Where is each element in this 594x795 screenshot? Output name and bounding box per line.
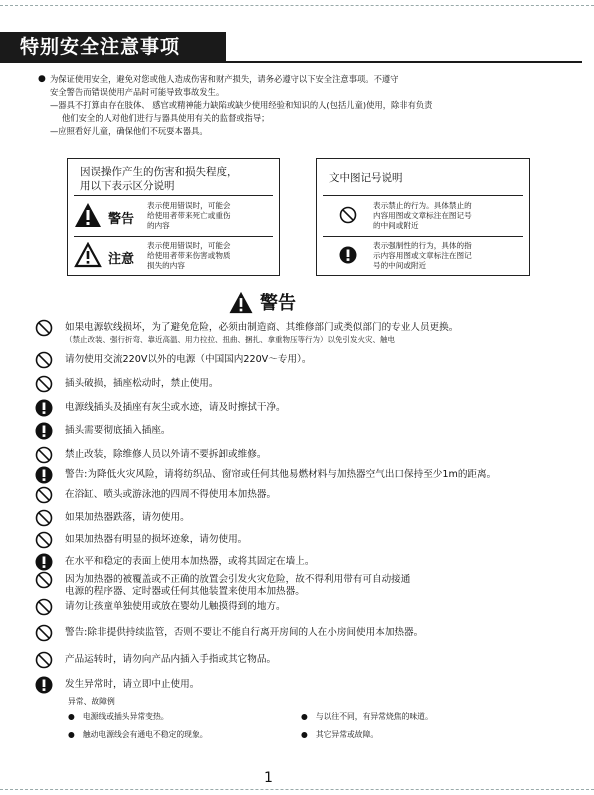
prohibition-icon — [35, 651, 53, 669]
warning-item-text: 警告:除非提供持续监管，否则不要让不能自行离开房间的人在小房间使用本加热器。 — [65, 627, 424, 638]
intro-line-3: —器具不打算由存在肢体、 感官或精神能力缺陷或缺少使用经验和知识的人(包括儿童)使用，除非有负责 — [50, 100, 433, 110]
bullet-icon: ● — [68, 730, 75, 739]
warning-item — [35, 466, 496, 484]
prohibition-icon — [35, 446, 53, 464]
intro-line-1: 为保证使用安全，避免对您或他人造成伤害和财产损失，请务必遵守以下安全注意事项。不遵守 — [50, 74, 399, 84]
prohibition-icon — [35, 624, 53, 642]
severity-legend-box — [67, 158, 280, 276]
prohibition-icon — [339, 206, 357, 224]
mandatory-icon — [35, 553, 53, 571]
prohibition-icon — [35, 509, 53, 527]
intro-line-5: —应照看好儿童，确保他们不玩耍本器具。 — [50, 126, 208, 136]
mandatory-icon — [339, 246, 357, 264]
symbol-legend-heading: 文中图记号说明 — [329, 172, 403, 184]
prohibition-icon — [35, 319, 53, 337]
warning-section-label: 警告 — [260, 293, 296, 314]
warning-item-text: 因为加热器的被覆盖或不正确的放置会引发火灾危险，故不得利用带有可自动接通 电源的程序器、定时器或任何其他装置来使用本加热器。 — [65, 574, 411, 597]
warning-item — [35, 624, 423, 642]
prohibition-icon — [35, 598, 53, 616]
mandatory-description: 表示强制性的行为，具体的指 示内容用图或文章标注在图记 号的中间或附近 — [373, 241, 472, 270]
bottom-dashed-border — [0, 789, 594, 790]
warning-triangle-icon — [74, 202, 102, 228]
symbol-legend-box — [316, 158, 530, 276]
warning-item — [35, 598, 286, 616]
warning-item-note: （禁止改装、强行折弯、靠近高温、用力拉拉、扭曲、捆扎、拿重物压等行为）以免引发火灾、触电 — [65, 335, 395, 344]
mandatory-icon — [35, 399, 53, 417]
prohibition-description: 表示禁止的行为。具体禁止的 内容用图或文章标注在图记号 的中间或附近 — [373, 201, 472, 230]
page-number: 1 — [264, 770, 273, 786]
prohibition-icon — [35, 375, 53, 393]
warning-item — [35, 531, 247, 549]
warning-item — [35, 399, 286, 417]
warning-item-text: 请勿让孩童单独使用或放在婴幼儿触摸得到的地方。 — [65, 601, 286, 612]
warning-item-text: 在浴缸、喷头或游泳池的四周不得使用本加热器。 — [65, 489, 277, 500]
legend-row-prohibition — [317, 197, 529, 235]
warning-item-text: 插头需要彻底插入插座。 — [65, 425, 171, 436]
warning-label: 警告 — [108, 212, 135, 227]
warning-item — [35, 553, 314, 571]
divider — [323, 195, 523, 196]
caution-description: 表示使用错误时，可能会 给使用者带来伤害或物质 损失的内容 — [147, 241, 231, 270]
top-dashed-border — [0, 5, 594, 6]
warning-item-text: 在水平和稳定的表面上使用本加热器，或将其固定在墙上。 — [65, 556, 315, 567]
warning-item-text: 请勿使用交流220V以外的电源（中国国内220V～专用）。 — [65, 354, 312, 365]
warning-item-text: 发生异常时，请立即中止使用。 — [65, 679, 200, 690]
warning-item — [35, 509, 190, 527]
abnormal-example: ● 其它异常或故障。 — [301, 730, 379, 739]
prohibition-icon — [35, 531, 53, 549]
warning-item — [35, 676, 199, 694]
divider — [74, 195, 273, 196]
prohibition-icon — [35, 571, 53, 589]
warning-item-text: 如果加热器跌落，请勿使用。 — [65, 512, 190, 523]
bullet-icon: ● — [301, 712, 308, 721]
bullet-icon: ● — [68, 712, 75, 721]
abnormal-example: ● 触动电源线会有通电不稳定的现象。 — [68, 730, 208, 739]
warning-item-text: 禁止改装，除维修人员以外请不要拆卸或维修。 — [65, 449, 267, 460]
warning-item-text: 如果电源软线损坏，为了避免危险，必须由制造商、其维修部门或类似部门的专业人员更换。 （禁止改装、强行折弯、靠近高温、用力拉拉、扭曲、捆扎、拿重物压等行为）以免引发火灾、触电 — [65, 322, 459, 344]
warning-description: 表示使用错误时，可能会 给使用者带来死亡或重伤 的内容 — [147, 201, 231, 230]
warning-item-text: 电源线插头及插座有灰尘或水迹，请及时擦拭干净。 — [65, 402, 286, 413]
warning-item — [35, 651, 276, 669]
warning-item-text: 插头破损，插座松动时，禁止使用。 — [65, 378, 219, 389]
legend-row-mandatory — [317, 237, 529, 275]
bullet-icon: ● — [301, 730, 308, 739]
legend-row-warning — [68, 197, 279, 235]
abnormal-example: ● 电源线或插头异常变热。 — [68, 712, 169, 721]
warning-triangle-icon — [228, 291, 254, 314]
intro-line-4: 他们安全的人对他们进行与器具使用有关的监督或指导； — [62, 113, 270, 123]
title-rule — [0, 61, 582, 63]
warning-item — [35, 446, 266, 464]
abnormal-examples-title: 异常、故障例 — [68, 697, 115, 706]
mandatory-icon — [35, 676, 53, 694]
warning-item-text: 产品运转时，请勿向产品内插入手指或其它物品。 — [65, 654, 277, 665]
abnormal-example: ● 与以往不同，有异常烧焦的味道。 — [301, 712, 433, 721]
caution-label: 注意 — [108, 252, 135, 267]
mandatory-icon — [35, 422, 53, 440]
prohibition-icon — [35, 351, 53, 369]
page-title: 特别安全注意事项 — [0, 32, 226, 62]
warning-section-heading — [228, 290, 296, 314]
intro-bullet: ● — [38, 74, 46, 84]
mandatory-icon — [35, 466, 53, 484]
warning-item — [35, 486, 276, 504]
warning-item — [35, 571, 410, 598]
warning-item-text: 警告:为降低火灾风险，请将纺织品、窗帘或任何其他易燃材料与加热器空气出口保持至少1m的距离。 — [65, 469, 497, 480]
warning-item — [35, 351, 311, 369]
warning-item — [35, 319, 458, 345]
intro-text — [38, 73, 550, 138]
caution-triangle-icon — [74, 242, 102, 268]
intro-line-2: 安全警告而错误使用产品时可能导致事故发生。 — [50, 87, 225, 97]
warning-item — [35, 422, 171, 440]
warning-item — [35, 375, 219, 393]
severity-legend-heading: 因误操作产生的伤害和损失程度， 用以下表示区分说明 — [80, 166, 238, 192]
prohibition-icon — [35, 486, 53, 504]
warning-item-text: 如果加热器有明显的损坏迹象，请勿使用。 — [65, 534, 248, 545]
legend-row-caution — [68, 237, 279, 275]
